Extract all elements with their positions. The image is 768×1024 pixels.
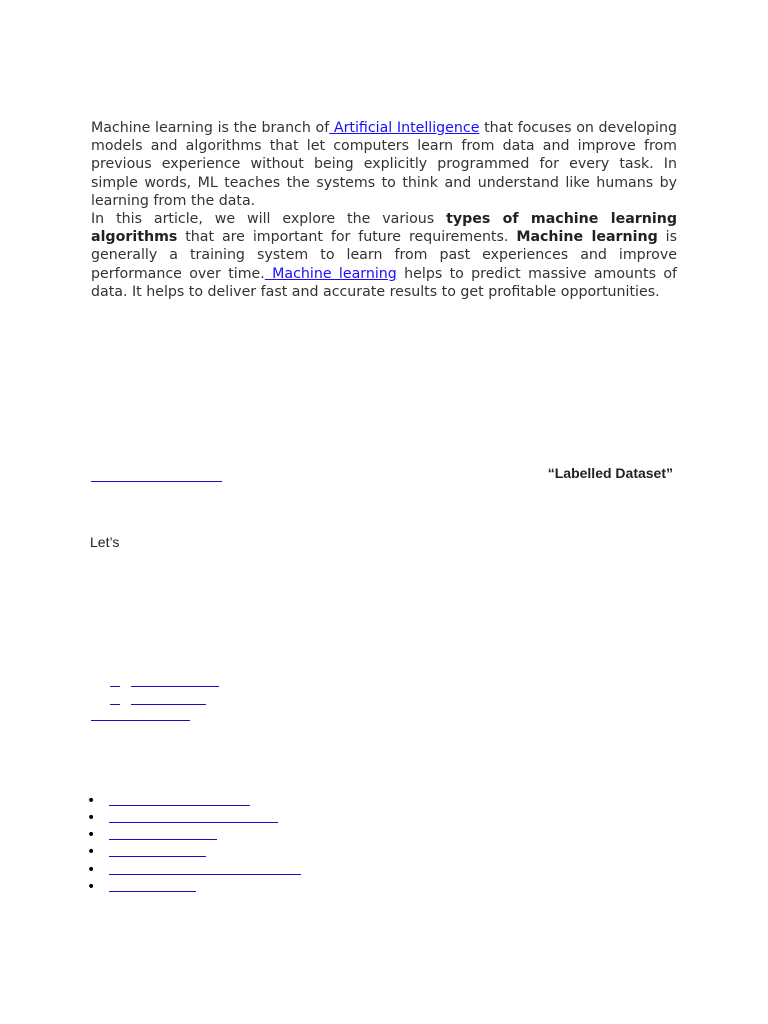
empty-link-underline-4[interactable] [91, 720, 190, 721]
intro-paragraph-2 [91, 210, 677, 301]
intro-p2-text-start: In this article, we will explore the various [91, 211, 447, 228]
labelled-dataset-label: “Labelled Dataset” [547, 465, 673, 481]
empty-list-link[interactable] [109, 874, 301, 875]
empty-list-link[interactable] [109, 839, 217, 840]
bullet-icon: • [87, 862, 96, 878]
lets-text: Let’s [90, 534, 120, 550]
bullet-icon: • [87, 793, 96, 809]
bullet-icon: • [87, 827, 96, 843]
machine-learning-link[interactable]: Machine learning [264, 265, 397, 282]
empty-list-link[interactable] [109, 805, 250, 806]
types-of-ml-bold: types of machine learning algorithms [91, 211, 677, 246]
bullet-icon: • [87, 844, 96, 860]
empty-link-underline-2a[interactable] [110, 686, 120, 687]
intro-p2-text-mid1: that are important for future requirements. [177, 229, 517, 246]
empty-list-link[interactable] [109, 891, 196, 892]
intro-paragraph-1 [91, 119, 677, 210]
empty-list-link[interactable] [109, 822, 278, 823]
bullet-icon: • [87, 879, 96, 895]
empty-link-underline-1[interactable] [91, 481, 222, 482]
empty-link-underline-3b[interactable] [131, 704, 206, 705]
bullet-icon: • [87, 810, 96, 826]
intro-p2-text-end: helps to predict massive amounts of data. It helps to deliver fast and accurate results to get profitable opportunities. [91, 265, 677, 300]
intro-p1-text-start: Machine learning is the branch of [91, 120, 330, 136]
machine-learning-bold: Machine learning [516, 229, 658, 246]
intro-p1-text-end: that focuses on developing models and algorithms that let computers learn from data and improve from previous experience without being explicitly programmed for every task. In simple words, ML teaches the systems to think and understand like humans by learning from the data. [91, 120, 677, 209]
empty-link-underline-3a[interactable] [110, 704, 120, 705]
artificial-intelligence-link[interactable]: Artificial Intelligence [329, 120, 480, 136]
intro-p2-text-mid2: is generally a training system to learn from past experiences and improve performance over time. [91, 229, 677, 282]
empty-link-underline-2b[interactable] [131, 686, 219, 687]
empty-list-link[interactable] [109, 856, 206, 857]
intro-text [91, 119, 677, 301]
